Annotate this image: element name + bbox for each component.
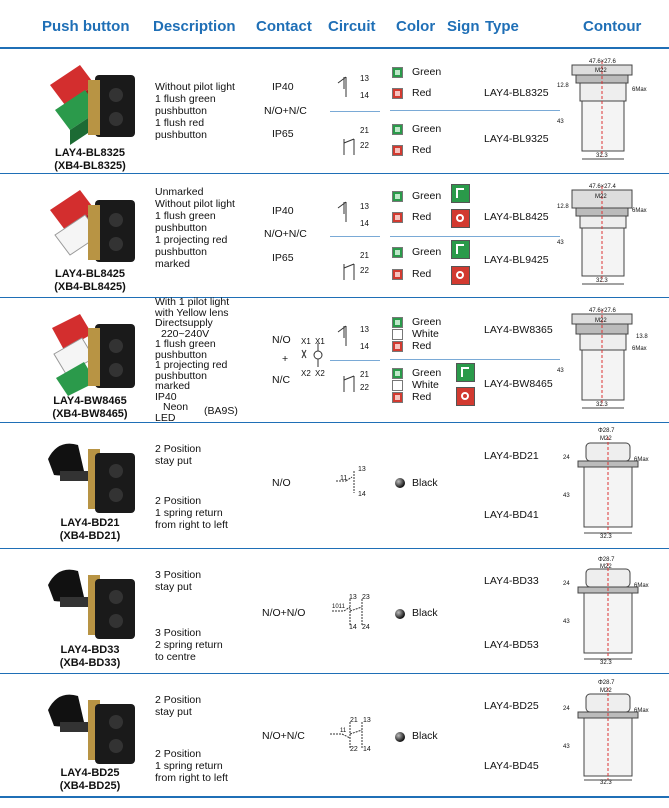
header-description: Description [153,18,236,35]
circuit-label: 13 [360,325,369,334]
circuit-label: 24 [362,624,370,631]
dimension-label: 32.3 [600,534,612,540]
type-code: LAY4-BD21 [484,450,539,462]
type-code: LAY4-BD53 [484,639,539,651]
contour-drawing [568,680,648,788]
header-push-button: Push button [42,18,130,35]
contact-ip65: IP65 [272,128,294,140]
contour-drawing [568,429,648,541]
circuit-label: 22 [350,746,358,753]
stop-sign-icon [451,209,470,228]
color-label: Black [412,477,438,489]
type-code: LAY4-BW8465 [484,378,553,390]
type-code: LAY4-BL8425 [484,211,549,223]
dimension-label: 6Max [634,708,649,714]
circuit-diagram [334,467,374,497]
selector-switch-photo [40,555,140,655]
dimension-label: 43 [563,619,570,625]
alt-model-name: (XB4-BL8425) [54,281,126,293]
bulb-base: (BA9S) [204,405,238,417]
dimension-label: 47.6×27.6 [589,308,616,314]
green-swatch [392,247,403,258]
dimension-label: 32.3 [600,780,612,786]
contact-type: N/O [272,477,291,489]
color-label: White [412,379,439,391]
dimension-label: 43 [557,119,564,125]
header-contact: Contact [256,18,312,35]
dimension-label: 12.8 [557,83,569,89]
circuit-label: 13 [358,466,366,473]
circuit-label: 21 [360,126,369,135]
table-row [0,674,669,796]
model-name: LAY4-BW8465 [53,395,127,407]
dimension-label: 47.6×27.4 [589,184,616,190]
type-code: LAY4-BL9325 [484,133,549,145]
circuit-label: 13 [363,717,371,724]
dimension-label: 13.8 [636,334,648,340]
contact-ip40: IP40 [272,205,294,217]
white-swatch [392,329,403,340]
red-swatch [392,341,403,352]
selector-switch-photo [40,680,140,780]
red-swatch [392,212,403,223]
dimension-label: 24 [563,706,570,712]
start-sign-icon [451,240,470,259]
dimension-label: 24 [563,581,570,587]
color-label: Red [412,391,432,403]
circuit-label: 22 [360,141,369,150]
model-name: LAY4-BD21 [60,517,120,529]
color-label: Green [412,190,442,202]
circuit-label: X2 [301,369,311,378]
circuit-label: 21 [360,251,369,260]
dimension-label: 43 [563,493,570,499]
selector-switch-photo [40,429,140,529]
color-label: Red [412,87,432,99]
stop-sign-icon [451,266,470,285]
type-code: LAY4-BD41 [484,509,539,521]
alt-model-name: (XB4-BD21) [59,530,121,542]
dimension-label: 43 [557,240,564,246]
color-label: Green [412,367,442,379]
model-name: LAY4-BD25 [60,767,120,779]
circuit-label: 23 [362,594,370,601]
description: 3 Position 2 spring return to centre [155,627,223,663]
black-knob-icon [395,732,405,742]
alt-model-name: (XB4-BD25) [59,780,121,792]
start-sign-icon [451,184,470,203]
contact-plus: + [282,353,289,365]
dimension-label: 6Max [634,583,649,589]
white-swatch [392,380,403,391]
contact-no: N/O [272,334,291,346]
contact-nc: N/C [272,374,291,386]
dimension-label: 43 [557,368,564,374]
dimension-label: M22 [600,688,612,694]
contact-type: N/O+N/O [262,607,306,619]
type-code: LAY4-BD33 [484,575,539,587]
color-label: Green [412,123,442,135]
circuit-label: 11 [340,475,348,482]
table-row [0,49,669,173]
circuit-label: 14 [360,219,369,228]
dimension-label: 24 [563,455,570,461]
dimension-label: 6Max [632,208,647,214]
model-name: LAY4-BL8325 [55,147,125,159]
circuit-diagram [330,71,380,161]
circuit-label: 11 [340,728,347,734]
type-code: LAY4-BD45 [484,760,539,772]
circuit-label: 14 [360,91,369,100]
table-row [0,423,669,548]
stop-sign-icon [456,387,475,406]
header-circuit: Circuit [328,18,376,35]
header-color: Color [396,18,436,35]
dimension-label: M22 [595,68,607,74]
header-contour: Contour [583,18,642,35]
contact-ip40: IP40 [272,81,294,93]
description: Without pilot light 1 flush green pushbutton 1 flush red pushbutton [155,81,235,141]
circuit-label: 22 [360,266,369,275]
circuit-label: X2 [315,369,325,378]
black-knob-icon [395,609,405,619]
alt-model-name: (XB4-BW8465) [52,408,128,420]
color-label: White [412,328,439,340]
dimension-label: 32.3 [596,402,608,408]
dimension-label: 6Max [632,346,647,352]
contour-drawing [568,555,648,667]
pushbutton-photo [40,180,140,280]
color-label: Black [412,730,438,742]
table-row [0,549,669,673]
pushbutton-photo [40,306,140,406]
circuit-label: 1011 [332,604,345,610]
red-swatch [392,88,403,99]
green-swatch [392,368,403,379]
dimension-label: 32.3 [596,278,608,284]
type-code: LAY4-BL8325 [484,87,549,99]
description: 2 Position stay put [155,443,202,467]
model-name: LAY4-BD33 [60,644,120,656]
circuit-label: 13 [360,74,369,83]
circuit-label: 13 [349,594,357,601]
dimension-label: M22 [595,318,607,324]
dimension-label: 43 [563,744,570,750]
green-swatch [392,67,403,78]
start-sign-icon [456,363,475,382]
dimension-label: 12.8 [557,204,569,210]
dimension-label: Φ28.7 [598,557,615,563]
alt-model-name: (XB4-BL8325) [54,160,126,172]
color-label: Green [412,316,442,328]
header-sign: Sign [447,18,480,35]
description: 3 Position stay put [155,569,202,593]
black-knob-icon [395,478,405,488]
color-label: Green [412,246,442,258]
color-label: Red [412,144,432,156]
contact-type: N/O+N/C [264,105,307,117]
description: With 1 pilot light with Yellow lens Directsupply 220~240V 1 flush green pushbutton 1 projecting red pushbutton marked IP40 Neon LED [155,296,230,424]
color-label: Black [412,607,438,619]
dimension-label: M22 [600,564,612,570]
circuit-label: 14 [358,491,366,498]
dimension-label: 6Max [634,457,649,463]
green-swatch [392,124,403,135]
circuit-label: X1 [301,337,311,346]
circuit-label: 14 [363,746,371,753]
dimension-label: 6Max [632,87,647,93]
green-swatch [392,191,403,202]
circuit-label: 22 [360,383,369,392]
color-label: Red [412,268,432,280]
footer-divider [0,796,669,798]
description: Unmarked Without pilot light 1 flush green pushbutton 1 projecting red pushbutton marked [155,186,235,270]
circuit-label: 14 [360,342,369,351]
contact-type: N/O+N/C [264,228,307,240]
circuit-label: 21 [360,370,369,379]
table-row [0,298,669,422]
dimension-label: 32.3 [600,660,612,666]
green-swatch [392,317,403,328]
red-swatch [392,269,403,280]
header-type: Type [485,18,519,35]
dimension-label: M22 [595,194,607,200]
circuit-label: X1 [315,337,325,346]
alt-model-name: (XB4-BD33) [59,657,121,669]
type-code: LAY4-BW8365 [484,324,553,336]
contact-type: N/O+N/C [262,730,305,742]
dimension-label: 32.3 [596,153,608,159]
color-label: Red [412,340,432,352]
description: 2 Position 1 spring return from right to left [155,748,228,784]
dimension-label: 47.6×27.6 [589,59,616,65]
table-row [0,174,669,297]
color-label: Red [412,211,432,223]
red-swatch [392,145,403,156]
description: 2 Position 1 spring return from right to left [155,495,228,531]
type-code: LAY4-BL9425 [484,254,549,266]
circuit-label: 13 [360,202,369,211]
dimension-label: Φ28.7 [598,428,615,434]
description: 2 Position stay put [155,694,202,718]
pushbutton-photo [40,55,140,155]
model-name: LAY4-BL8425 [55,268,125,280]
type-code: LAY4-BD25 [484,700,539,712]
circuit-label: 14 [349,624,357,631]
circuit-diagram [330,320,380,410]
circuit-diagram [330,196,380,286]
dimension-label: M22 [600,436,612,442]
dimension-label: Φ28.7 [598,680,615,686]
circuit-label: 21 [350,717,358,724]
red-swatch [392,392,403,403]
color-label: Green [412,66,442,78]
contact-ip65: IP65 [272,252,294,264]
